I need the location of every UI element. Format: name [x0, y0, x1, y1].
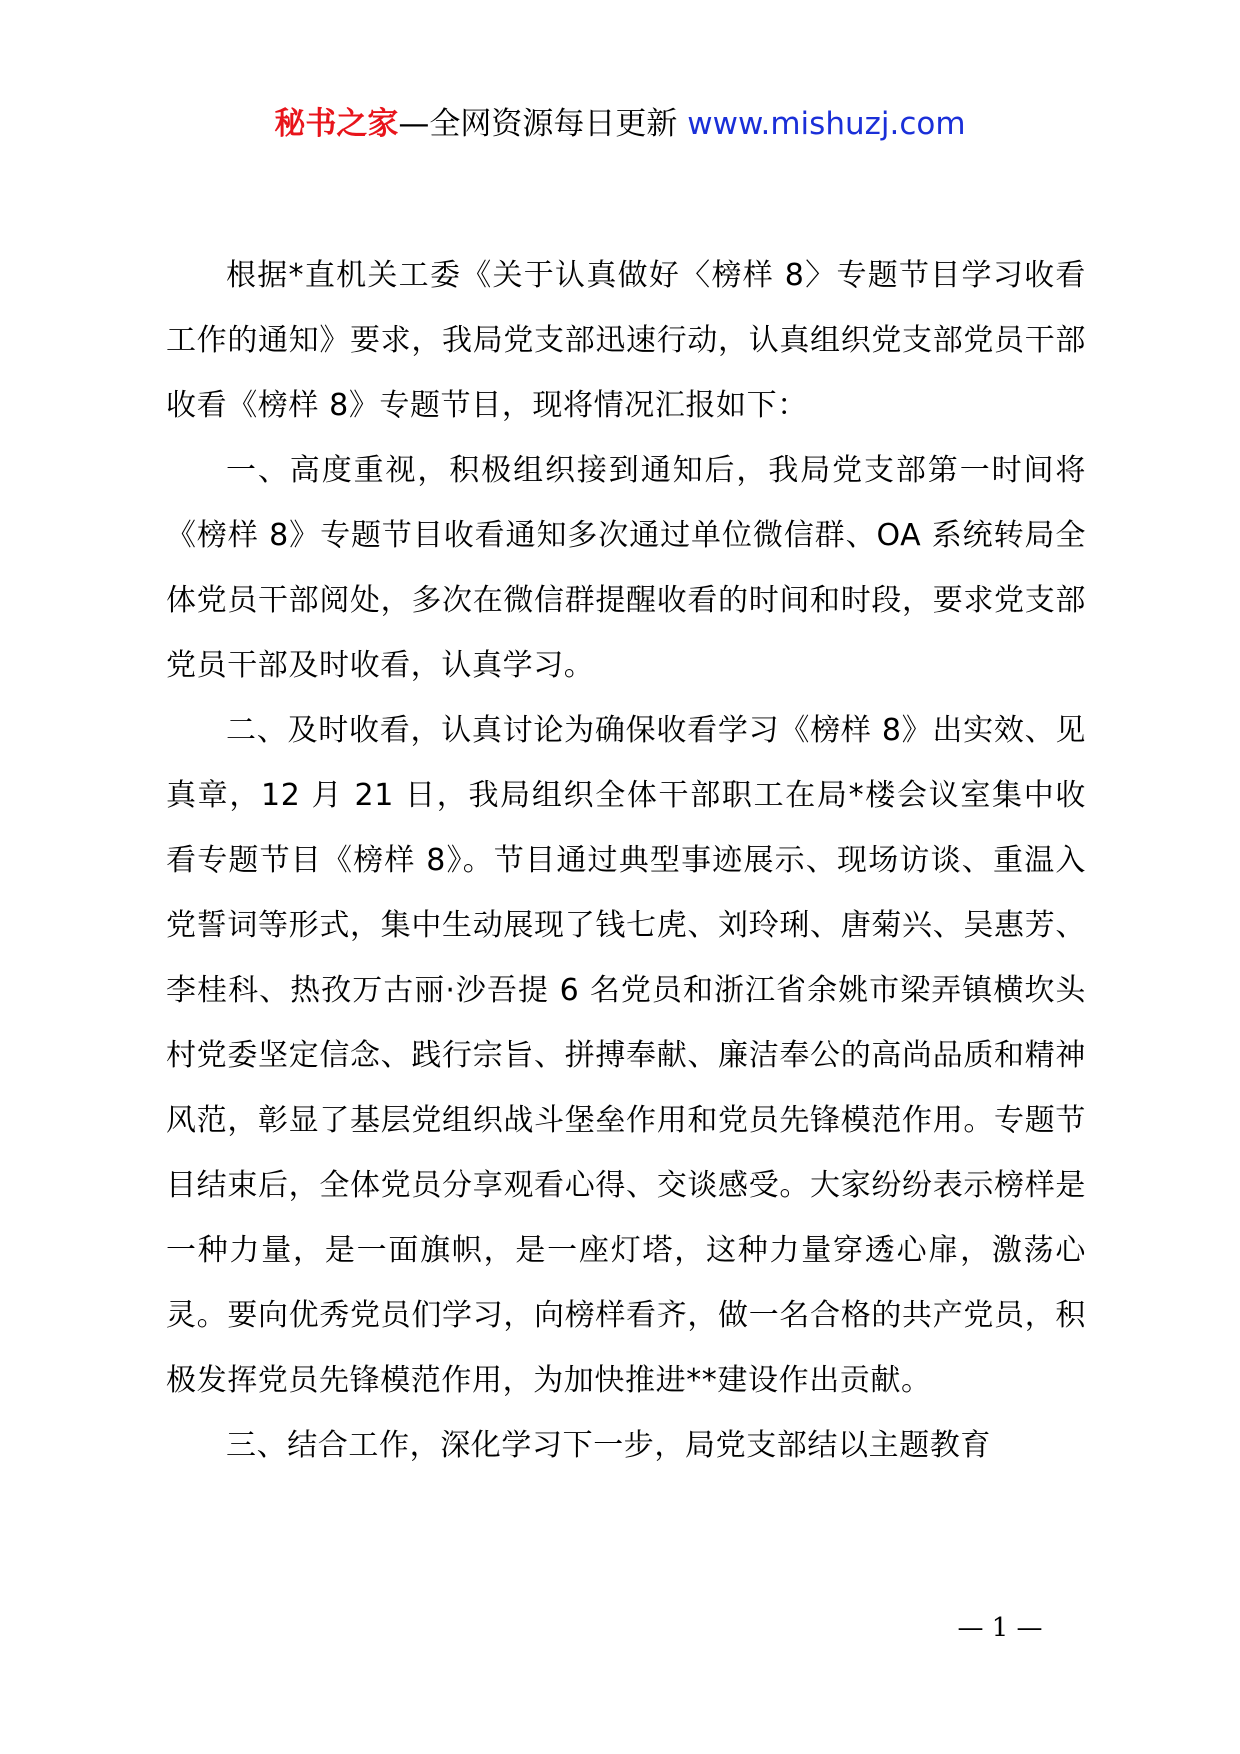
- page-number: — 1 —: [957, 1613, 1043, 1643]
- paragraph-section-2: 二、及时收看，认真讨论为确保收看学习《榜样 8》出实效、见真章，12 月 21 日，我局组织全体干部职工在局*楼会议室集中收看专题节目《榜样 8》。节目通过典型事迹展示、现场访谈、重温入党誓词等形式，集中生动展现了钱七虎、刘玲琍、唐菊兴、吴惠芳、李桂科、热孜万古丽·沙吾提 6 名党员和浙江省余姚市梁弄镇横坎头村党委坚定信念、践行宗旨、拼搏奉献、廉洁奉公的高尚品质和精神风范，彰显了基层党组织战斗堡垒作用和党员先锋模范作用。专题节目结束后，全体党员分享观看心得、交谈感受。大家纷纷表示榜样是一种力量，是一面旗帜，是一座灯塔，这种力量穿透心扉，激荡心灵。要向优秀党员们学习，向榜样看齐，做一名合格的共产党员，积极发挥党员先锋模范作用，为加快推进**建设作出贡献。: [166, 713, 1086, 1398]
- document-body: [166, 243, 1086, 1478]
- site-url-link[interactable]: www.mishuzj.com: [687, 106, 966, 142]
- paragraph-section-3: 三、结合工作，深化学习下一步，局党支部结以主题教育: [226, 1428, 991, 1463]
- site-header: [0, 102, 1240, 146]
- paragraph-intro: 根据*直机关工委《关于认真做好〈榜样 8〉专题节目学习收看工作的通知》要求，我局党支部迅速行动，认真组织党支部党员干部收看《榜样 8》专题节目，现将情况汇报如下：: [166, 258, 1086, 423]
- paragraph-section-1: 一、高度重视，积极组织接到通知后，我局党支部第一时间将《榜样 8》专题节目收看通知多次通过单位微信群、OA 系统转局全体党员干部阅处，多次在微信群提醒收看的时间和时段，要求党支部党员干部及时收看，认真学习。: [166, 453, 1086, 683]
- site-slogan: —全网资源每日更新: [398, 106, 688, 142]
- site-brand: 秘书之家: [274, 106, 399, 142]
